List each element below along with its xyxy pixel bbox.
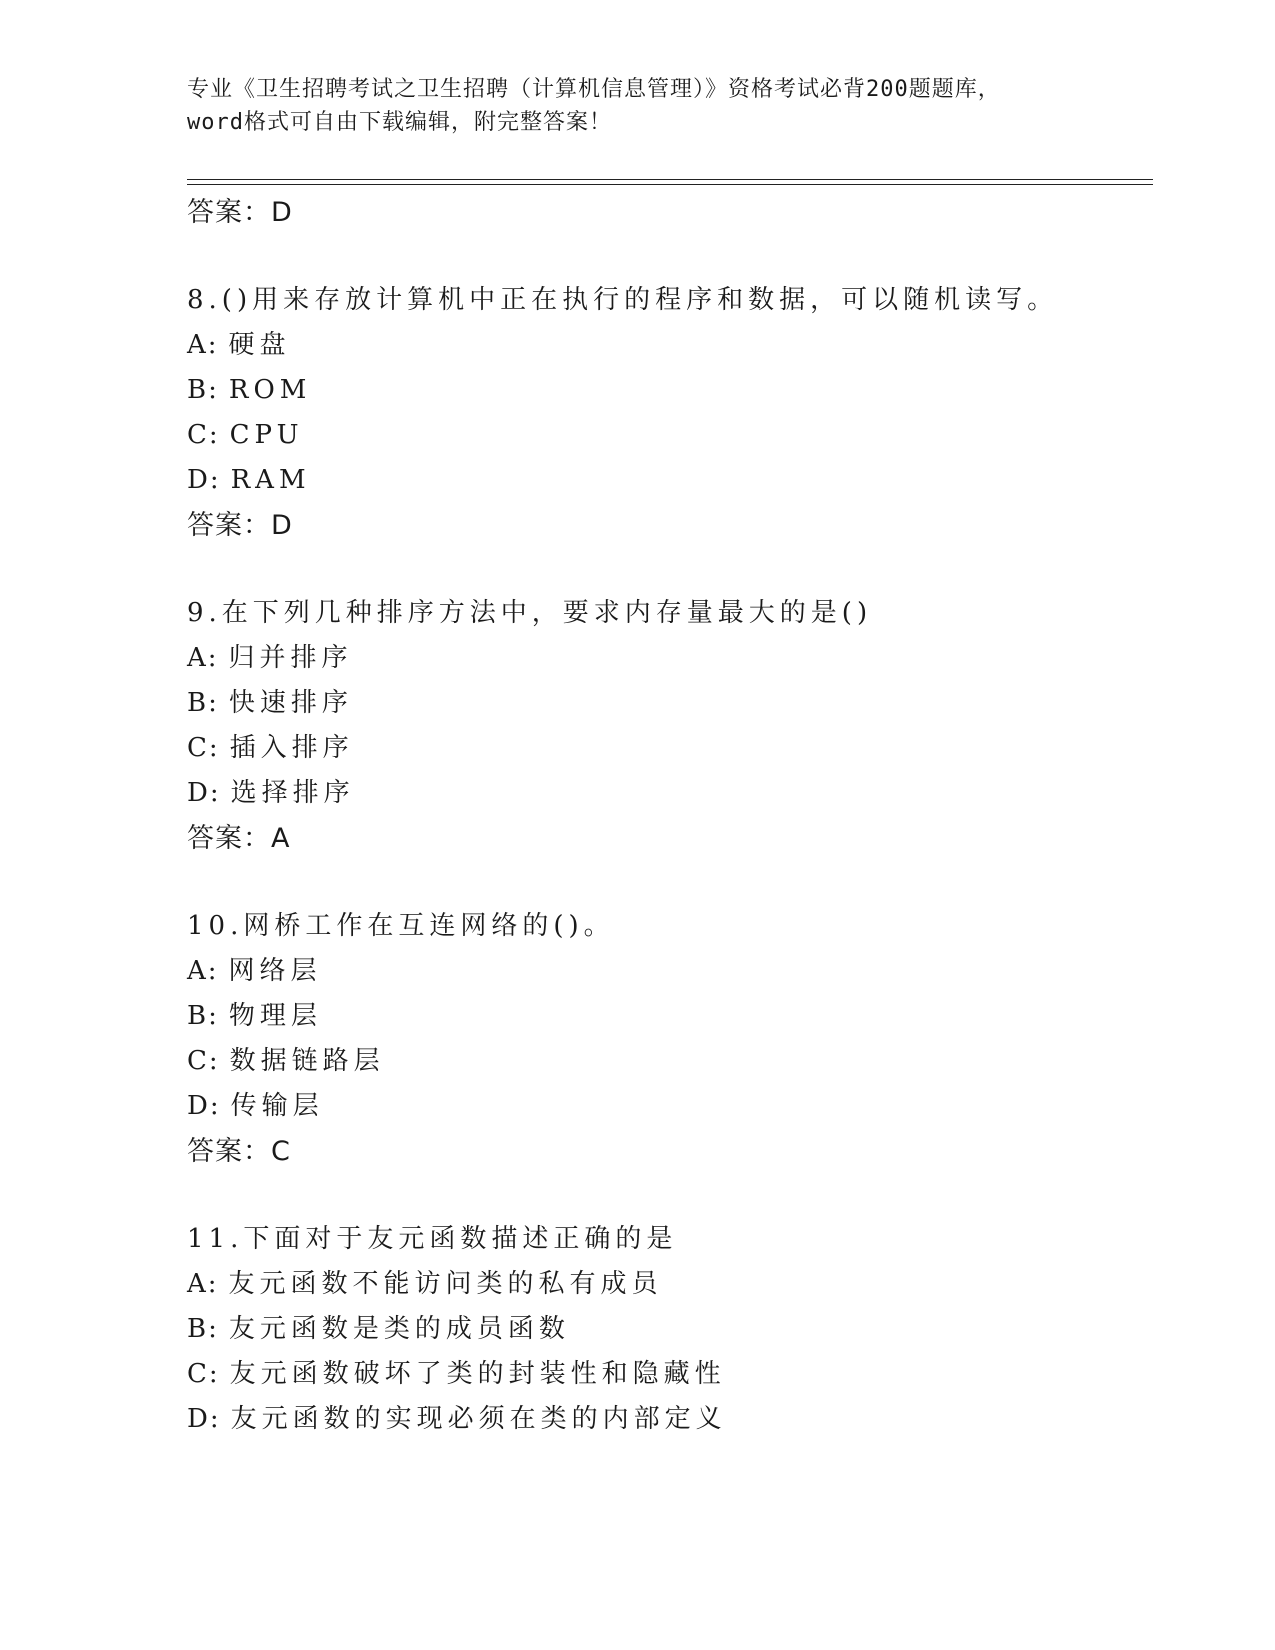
option-d: [187, 1084, 1153, 1129]
option-a: [187, 323, 1153, 368]
question-block: [187, 1217, 1153, 1442]
option-text: 硬盘: [228, 330, 291, 360]
header-line-1: 专业《卫生招聘考试之卫生招聘（计算机信息管理）》资格考试必背200题题库，: [187, 77, 1001, 102]
option-text: 归并排序: [228, 643, 353, 673]
option-letter: A:: [187, 330, 219, 360]
question-text: 11.下面对于友元函数描述正确的是: [187, 1224, 678, 1254]
option-letter: B:: [187, 375, 219, 405]
answer-line: 答案：D: [187, 510, 293, 541]
answer-line: 答案：D: [187, 197, 293, 228]
option-c: [187, 1039, 1153, 1084]
option-text: 网络层: [228, 956, 322, 986]
option-text: 插入排序: [229, 733, 354, 763]
question-text: 10.网桥工作在互连网络的()。: [187, 911, 615, 941]
option-text: 传输层: [230, 1091, 324, 1121]
question-text: 9.在下列几种排序方法中，要求内存量最大的是(): [187, 598, 873, 628]
option-text: 友元函数不能访问类的私有成员: [228, 1269, 663, 1299]
option-letter: D:: [187, 465, 221, 495]
option-c: [187, 413, 1153, 458]
option-text: ROM: [228, 375, 312, 405]
option-letter: B:: [187, 688, 219, 718]
option-d: [187, 1397, 1153, 1442]
option-letter: D:: [187, 778, 221, 808]
option-letter: C:: [187, 1359, 220, 1389]
header-divider-top: [187, 179, 1153, 180]
option-text: 物理层: [228, 1001, 322, 1031]
option-letter: B:: [187, 1001, 219, 1031]
option-d: [187, 771, 1153, 816]
option-text: 友元函数的实现必须在类的内部定义: [230, 1404, 727, 1434]
option-b: [187, 681, 1153, 726]
option-text: 数据链路层: [229, 1046, 385, 1076]
option-text: CPU: [229, 420, 304, 450]
answer-line: 答案：A: [187, 823, 291, 854]
option-letter: B:: [187, 1314, 219, 1344]
question-block: [187, 278, 1153, 548]
option-text: 友元函数是类的成员函数: [228, 1314, 570, 1344]
option-text: 选择排序: [230, 778, 355, 808]
option-letter: A:: [187, 956, 219, 986]
option-letter: D:: [187, 1404, 221, 1434]
answer-line: 答案：C: [187, 1136, 291, 1167]
option-c: [187, 1352, 1153, 1397]
option-text: RAM: [230, 465, 311, 495]
question-block: [187, 904, 1153, 1174]
option-b: [187, 1307, 1153, 1352]
header-line-2: word格式可自由下载编辑，附完整答案！: [187, 110, 612, 135]
option-text: 友元函数破坏了类的封装性和隐藏性: [229, 1359, 726, 1389]
option-letter: A:: [187, 1269, 219, 1299]
option-a: [187, 1262, 1153, 1307]
header-divider-bottom: [187, 184, 1153, 185]
question-list: [187, 190, 1153, 1442]
document-header: [187, 73, 1087, 139]
option-b: [187, 994, 1153, 1039]
option-letter: C:: [187, 733, 220, 763]
option-a: [187, 636, 1153, 681]
option-letter: D:: [187, 1091, 221, 1121]
option-b: [187, 368, 1153, 413]
question-text: 8.()用来存放计算机中正在执行的程序和数据，可以随机读写。: [187, 285, 1059, 315]
option-text: 快速排序: [228, 688, 353, 718]
option-a: [187, 949, 1153, 994]
option-letter: C:: [187, 1046, 220, 1076]
option-letter: C:: [187, 420, 220, 450]
option-c: [187, 726, 1153, 771]
question-block: [187, 591, 1153, 861]
option-d: [187, 458, 1153, 503]
option-letter: A:: [187, 643, 219, 673]
